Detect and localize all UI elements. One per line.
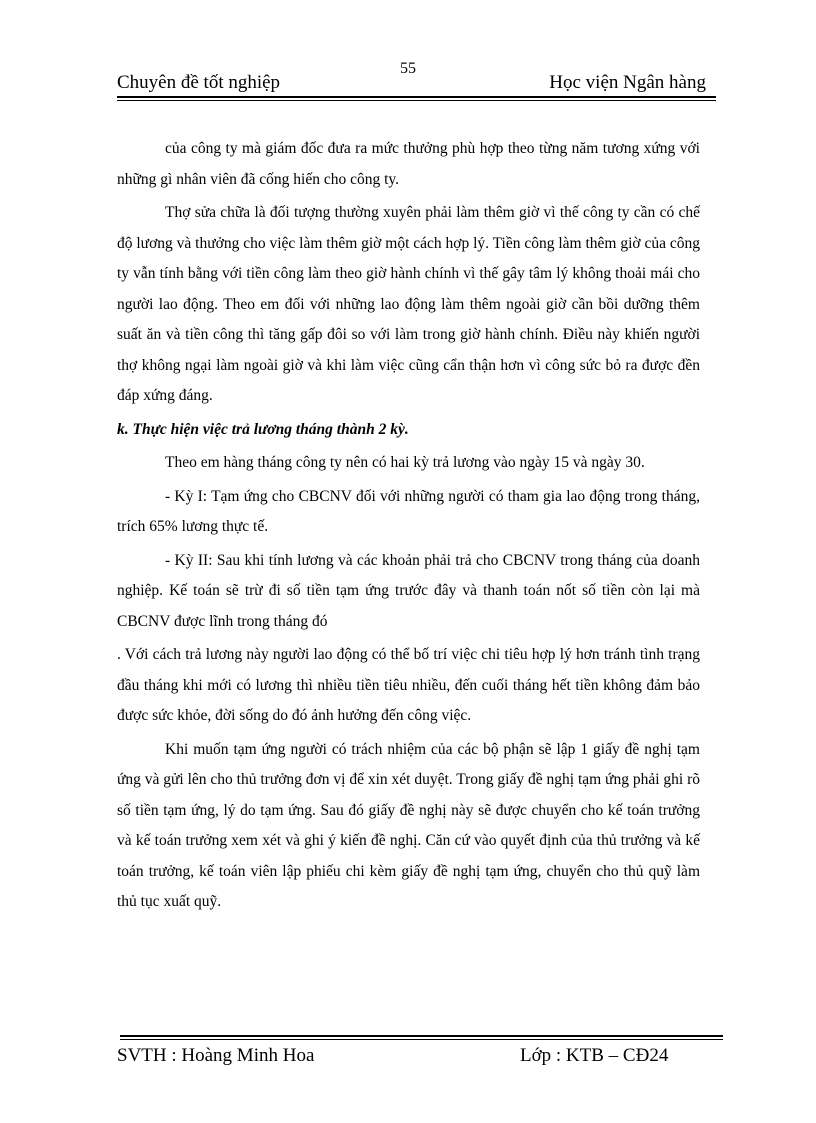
paragraph-two-pay-periods: Theo em hàng tháng công ty nên có hai kỳ trả lương vào ngày 15 và ngày 30. (165, 454, 645, 471)
document-body (117, 134, 700, 921)
header-rule-thin (117, 100, 716, 101)
footer-rule-thick (120, 1035, 723, 1037)
paragraph-period-two: - Kỳ II: Sau khi tính lương và các khoản phải trả cho CBCNV trong tháng của doanh nghiệp. Kế toán sẽ trừ đi số tiền tạm ứng trước đây và thanh toán nốt số tiền còn lại mà CBCNV được lĩnh trong tháng đó (117, 551, 700, 630)
header-thesis-title: Chuyên đề tốt nghiệp (117, 72, 281, 93)
header-institution: Học viện Ngân hàng (549, 72, 706, 93)
paragraph-period-one: - Kỳ I: Tạm ứng cho CBCNV đối với những người có tham gia lao động trong tháng, trích 65% lương thực tế. (117, 487, 700, 535)
paragraph-benefit: . Với cách trả lương này người lao động có thể bố trí việc chi tiêu hợp lý hơn tránh tình trạng đầu tháng khi mới có lương thì nhiều tiền tiêu nhiều, đến cuối tháng hết tiền không đảm bảo được sức khỏe, đời sống do đó ảnh hưởng đến công việc. (117, 646, 700, 724)
footer-rule-thin (120, 1039, 723, 1040)
footer-class: Lớp : KTB – CĐ24 (520, 1045, 669, 1066)
paragraph-advance-procedure: Khi muốn tạm ứng người có trách nhiệm của các bộ phận sẽ lập 1 giấy đề nghị tạm ứng và gửi lên cho thủ trưởng đơn vị để xin xét duyệt. Trong giấy đề nghị tạm ứng phải ghi rõ số tiền tạm ứng, lý do tạm ứng. Sau đó giấy đề nghị này sẽ được chuyển cho kế toán trưởng và kế toán trưởng xem xét và ghi ý kiến đề nghị. Căn cứ vào quyết định của thủ trưởng và kế toán trưởng, kế toán viên lập phiếu chi kèm giấy đề nghị tạm ứng, chuyển cho thủ quỹ làm thủ tục xuất quỹ. (117, 740, 700, 910)
paragraph-overtime: Thợ sửa chữa là đối tượng thường xuyên phải làm thêm giờ vì thế công ty cần có chế độ lương và thưởng cho việc làm thêm giờ một cách hợp lý. Tiền công làm thêm giờ của công ty vẫn tính bằng với tiền công làm theo giờ hành chính vì thế gây tâm lý không thoải mái cho người lao động. Theo em đối với những lao động làm thêm ngoài giờ cần bồi dưỡng thêm suất ăn và tiền công thì tăng gấp đôi so với làm trong giờ hành chính. Điều này khiến người thợ không ngại làm ngoài giờ và khi làm việc cũng cẩn thận hơn vì công sức bỏ ra được đền đáp xứng đáng. (117, 204, 700, 404)
section-heading-k: k. Thực hiện việc trả lương tháng thành 2 kỳ. (117, 420, 409, 438)
footer-student-name: SVTH : Hoàng Minh Hoa (117, 1045, 315, 1066)
paragraph-bonus-continuation: của công ty mà giám đốc đưa ra mức thưởng phù hợp theo từng năm tương xứng với những gì nhân viên đã cống hiến cho công ty. (117, 140, 700, 188)
header-rule-thick (117, 96, 716, 98)
page-number: 55 (400, 60, 416, 77)
